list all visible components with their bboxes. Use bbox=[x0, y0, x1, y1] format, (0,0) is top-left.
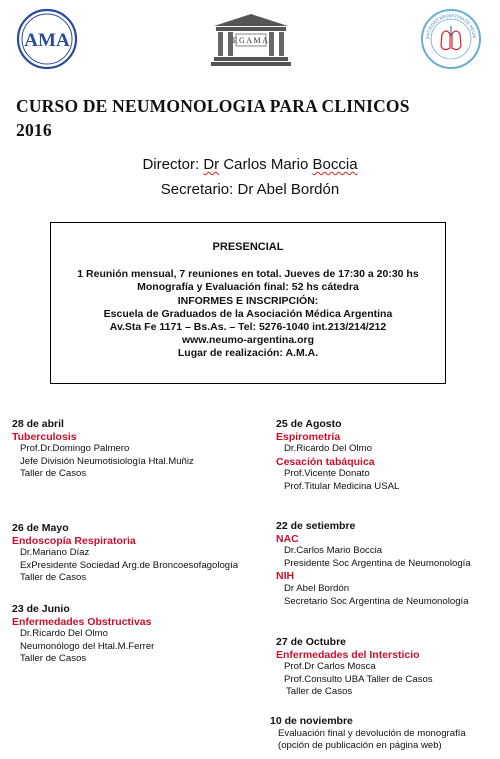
session-may bbox=[12, 522, 262, 585]
session-role: Prof.Consulto UBA Taller de Casos bbox=[284, 673, 433, 685]
session-topic: Endoscopía Respiratoria bbox=[12, 534, 136, 547]
course-title-line1: CURSO DE NEUMONOLOGIA PARA CLINICOS bbox=[16, 96, 410, 116]
session-workshop: Taller de Casos bbox=[20, 572, 87, 584]
session-role-2: Prof.Titular Medicina USAL bbox=[284, 480, 400, 492]
session-april bbox=[12, 418, 252, 481]
session-date: 25 de Agosto bbox=[276, 418, 342, 430]
session-october bbox=[276, 636, 496, 699]
session-role: ExPresidente Sociedad Arg.de Broncoesofagología bbox=[20, 559, 239, 571]
session-date: 10 de noviembre bbox=[270, 715, 353, 727]
session-workshop: Taller de Casos bbox=[286, 686, 353, 698]
school-line: Escuela de Graduados de la Asociación Médica Argentina bbox=[103, 307, 393, 320]
session-date: 23 de Junio bbox=[12, 603, 70, 615]
venue-line: Lugar de realización: A.M.A. bbox=[177, 347, 319, 360]
session-topic: Enfermedades del Intersticio bbox=[276, 648, 420, 661]
address-line: Av.Sta Fe 1171 – Bs.As. – Tel: 5276-1040 int.213/214/212 bbox=[109, 321, 387, 334]
soc-logo-text: SOCIEDAD ARGENTINA DE NEUM bbox=[424, 12, 478, 40]
session-date: 28 de abril bbox=[12, 418, 64, 430]
session-speaker-2: Prof.Vicente Donato bbox=[284, 468, 370, 480]
session-speaker: Dr.Carlos Mario Boccia bbox=[284, 545, 383, 557]
session-workshop: Taller de Casos bbox=[20, 468, 87, 480]
session-november bbox=[270, 715, 496, 753]
session-role: Neumonólogo del Htal.M.Ferrer bbox=[20, 640, 155, 652]
session-note: (opción de publicación en página web) bbox=[278, 740, 442, 752]
info-heading: INFORMES E INSCRIPCIÓN: bbox=[177, 294, 319, 307]
session-topic: NAC bbox=[276, 532, 299, 545]
session-role: Jefe División Neumotisiología Htal.Muñiz bbox=[20, 455, 194, 467]
egama-logo-text: EGAMA bbox=[232, 36, 270, 45]
session-role-2: Secretario Soc Argentina de Neumonología bbox=[284, 595, 469, 607]
website-line: www.neumo-argentina.org bbox=[181, 334, 315, 347]
session-topic-2: Cesación tabáquica bbox=[276, 455, 375, 468]
course-title bbox=[16, 94, 486, 142]
session-topic-2: NIH bbox=[276, 570, 295, 583]
hours-line: Monografía y Evaluación final: 52 hs cátedra bbox=[137, 281, 359, 294]
egama-logo bbox=[206, 12, 296, 70]
info-box bbox=[50, 222, 446, 384]
session-speaker: Dr.Ricardo Del Olmo bbox=[284, 443, 372, 455]
session-speaker: Prof.Dr Carlos Mosca bbox=[284, 661, 376, 673]
session-topic: Espirometría bbox=[276, 430, 341, 443]
session-workshop: Taller de Casos bbox=[20, 653, 87, 665]
session-speaker: Prof.Dr.Domingo Palmero bbox=[20, 443, 130, 455]
session-speaker-2: Dr Abel Bordón bbox=[284, 582, 350, 594]
secretario-line: Secretario: Dr Abel Bordón bbox=[160, 181, 340, 198]
session-topic: Enfermedades Obstructivas bbox=[12, 615, 152, 628]
session-september bbox=[276, 520, 496, 608]
ama-logo-text: AMA bbox=[24, 30, 70, 51]
session-date: 26 de Mayo bbox=[12, 522, 69, 534]
schedule-line: 1 Reunión mensual, 7 reuniones en total. Jueves de 17:30 a 20:30 hs bbox=[77, 268, 419, 281]
session-august bbox=[276, 418, 496, 494]
director-line: Director: Dr Carlos Mario Boccia bbox=[142, 156, 358, 173]
session-date: 22 de setiembre bbox=[276, 520, 356, 532]
modality-heading: PRESENCIAL bbox=[212, 241, 284, 253]
ama-logo bbox=[16, 8, 78, 70]
session-date: 27 de Octubre bbox=[276, 636, 347, 648]
session-june bbox=[12, 603, 252, 666]
session-description: Evaluación final y devolución de monografía bbox=[278, 727, 466, 739]
session-speaker: Dr.Mariano Díaz bbox=[20, 547, 90, 559]
course-title-year: 2016 bbox=[16, 120, 52, 140]
session-topic: Tuberculosis bbox=[12, 430, 77, 443]
session-role: Presidente Soc Argentina de Neumonología bbox=[284, 557, 471, 569]
sociedad-neumonologia-logo bbox=[420, 8, 482, 70]
session-speaker: Dr.Ricardo Del Olmo bbox=[20, 628, 108, 640]
